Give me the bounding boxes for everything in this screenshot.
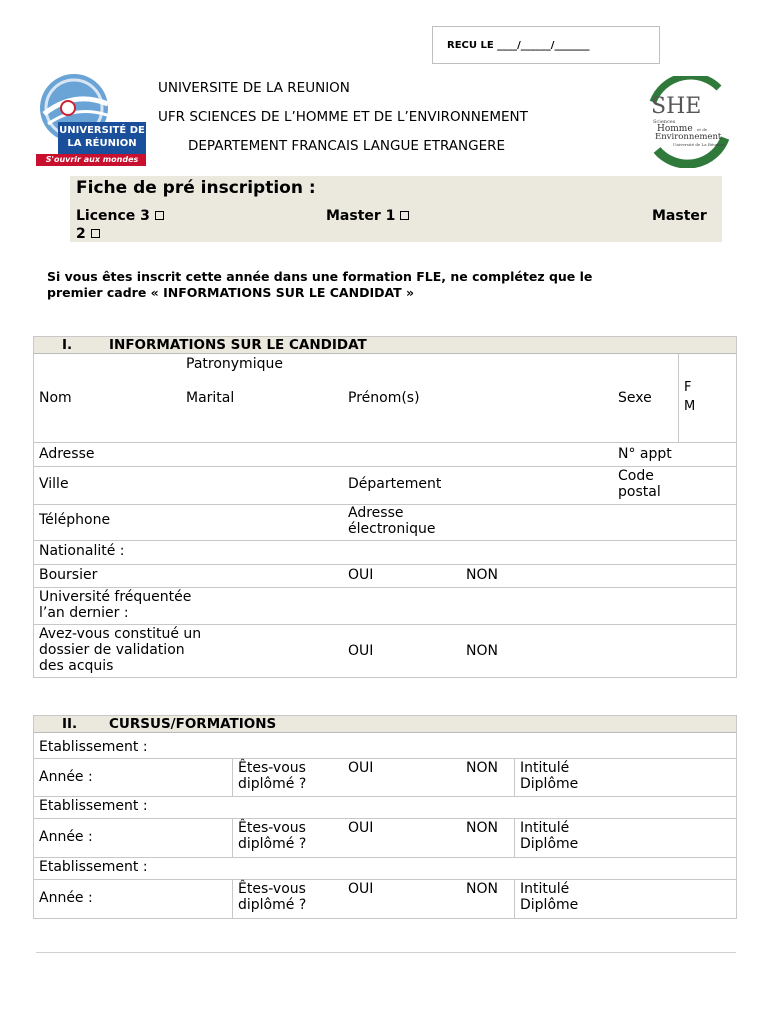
diplome-question-line2: diplômé ?	[238, 776, 307, 792]
vae-label-line2: dossier de validation	[39, 642, 185, 658]
instruction-note	[47, 269, 727, 301]
departement-label: Département	[348, 476, 442, 492]
diplome-oui-option[interactable]: OUI	[348, 881, 374, 897]
header-department: DEPARTEMENT FRANCAIS LANGUE ETRANGERE	[188, 138, 506, 154]
code-postal-label	[618, 468, 661, 500]
recu-field[interactable]: RECU LE ____/______/_______	[432, 26, 660, 64]
boursier-label: Boursier	[39, 567, 98, 583]
universite-reunion-logo	[36, 70, 146, 166]
header-ufr: UFR SCIENCES DE L’HOMME ET DE L’ENVIRONNEMENT	[158, 109, 528, 125]
email-label-line2: électronique	[348, 521, 436, 537]
vae-non-option[interactable]: NON	[466, 643, 498, 659]
section2-title: CURSUS/FORMATIONS	[109, 716, 277, 732]
annee-label: Année :	[39, 829, 93, 845]
she-line4: Université de La Réunion	[673, 142, 725, 147]
patronymique-label: Patronymique	[186, 356, 283, 372]
diplome-question-line2: diplômé ?	[238, 836, 307, 852]
boursier-non-option[interactable]: NON	[466, 567, 498, 583]
nom-label: Nom	[39, 390, 72, 406]
vae-oui-option[interactable]: OUI	[348, 643, 374, 659]
intitule-label	[520, 820, 578, 852]
code-label: Code	[618, 468, 654, 484]
annee-label: Année :	[39, 769, 93, 785]
licence-checkbox[interactable]	[155, 211, 164, 220]
master2-checkbox[interactable]	[91, 229, 100, 238]
universite-label-line1: Université fréquentée	[39, 589, 192, 605]
fiche-title: Fiche de pré inscription :	[76, 178, 316, 198]
diplome-question	[238, 820, 306, 852]
etablissement-label: Etablissement :	[39, 859, 148, 875]
note-line2: premier cadre « INFORMATIONS SUR LE CANDIDAT »	[47, 285, 415, 300]
etablissement-label: Etablissement :	[39, 798, 148, 814]
intitule-label	[520, 881, 578, 913]
section2-number: II.	[62, 716, 78, 732]
diplome-question-line2: diplômé ?	[238, 897, 307, 913]
intitule-line1: Intitulé	[520, 760, 570, 776]
she-line3: Environnement	[655, 132, 722, 142]
universite-label-line2: l’an dernier :	[39, 605, 129, 621]
intitule-line2: Diplôme	[520, 836, 579, 852]
vae-label-line1: Avez-vous constitué un	[39, 626, 202, 642]
she-line1: Sciences	[653, 119, 676, 125]
footer-divider	[36, 952, 736, 953]
intitule-line2: Diplôme	[520, 897, 579, 913]
licence-option[interactable]	[76, 208, 164, 224]
sexe-label: Sexe	[618, 390, 652, 406]
sexe-f-option[interactable]: F	[684, 380, 692, 395]
logo-text-line1: UNIVERSITÉ DE	[59, 125, 145, 136]
section1-number: I.	[62, 337, 73, 353]
header-university: UNIVERSITE DE LA REUNION	[158, 80, 350, 96]
adresse-label: Adresse	[39, 446, 95, 462]
licence-label: Licence 3	[76, 208, 150, 224]
annee-label: Année :	[39, 890, 93, 906]
nationalite-label: Nationalité :	[39, 543, 125, 559]
marital-label: Marital	[186, 390, 235, 406]
etablissement-label: Etablissement :	[39, 739, 148, 755]
intitule-line1: Intitulé	[520, 881, 570, 897]
prenom-label: Prénom(s)	[348, 390, 420, 406]
note-line1: Si vous êtes inscrit cette année dans une formation FLE, ne complétez que le	[47, 269, 593, 284]
diplome-non-option[interactable]: NON	[466, 760, 498, 776]
ville-label: Ville	[39, 476, 69, 492]
diplome-oui-option[interactable]: OUI	[348, 820, 374, 836]
master2-option[interactable]	[76, 226, 100, 242]
diplome-non-option[interactable]: NON	[466, 881, 498, 897]
master1-option[interactable]	[326, 208, 409, 224]
vae-label	[39, 626, 201, 674]
she-line2: Homme	[657, 124, 693, 134]
appt-label: N° appt	[618, 446, 672, 462]
diplome-question-line1: Êtes-vous	[238, 760, 306, 776]
email-label-line1: Adresse	[348, 505, 404, 521]
she-logo	[643, 76, 733, 168]
logo-text-line2: LA RÉUNION	[67, 138, 137, 149]
diplome-question-line1: Êtes-vous	[238, 820, 306, 836]
email-label	[348, 505, 435, 537]
sexe-m-option[interactable]: M	[684, 399, 696, 414]
globe-icon	[36, 70, 146, 166]
universite-label	[39, 589, 191, 621]
telephone-label: Téléphone	[39, 512, 111, 528]
master-label: Master	[652, 208, 707, 224]
intitule-line2: Diplôme	[520, 776, 579, 792]
vae-label-line3: des acquis	[39, 658, 114, 674]
diplome-non-option[interactable]: NON	[466, 820, 498, 836]
diplome-question	[238, 760, 306, 792]
intitule-line1: Intitulé	[520, 820, 570, 836]
master1-checkbox[interactable]	[400, 211, 409, 220]
postal-label: postal	[618, 484, 661, 500]
master2-label: 2	[76, 226, 86, 242]
diplome-question	[238, 881, 306, 913]
boursier-oui-option[interactable]: OUI	[348, 567, 374, 583]
she-abbr: SHE	[651, 94, 702, 119]
she-line2b: et de	[697, 127, 708, 132]
logo-slogan: S'ouvrir aux mondes	[45, 155, 139, 164]
diplome-oui-option[interactable]: OUI	[348, 760, 374, 776]
section1-title: INFORMATIONS SUR LE CANDIDAT	[109, 337, 367, 353]
diplome-question-line1: Êtes-vous	[238, 881, 306, 897]
master1-label: Master 1	[326, 208, 396, 224]
intitule-label	[520, 760, 578, 792]
